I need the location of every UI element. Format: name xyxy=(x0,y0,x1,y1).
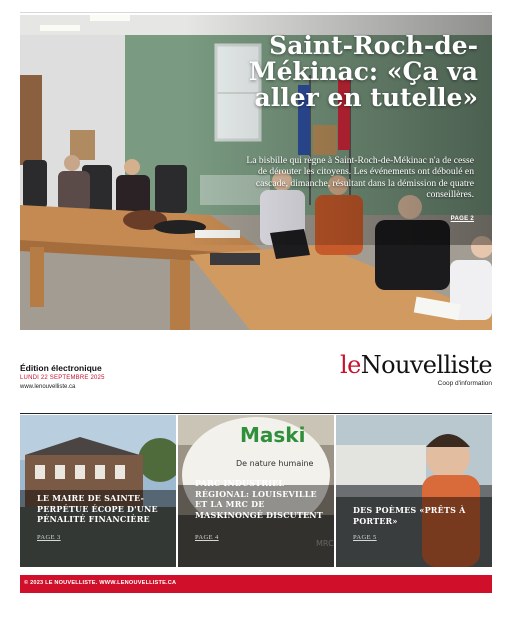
card-page-link[interactable]: PAGE 4 xyxy=(195,534,219,541)
footer-copyright[interactable]: © 2023 LE NOUVELLISTE. WWW.LENOUVELLISTE.CA xyxy=(24,580,177,586)
article-card-sainte-perpetue[interactable] xyxy=(20,415,176,567)
card-photo-house xyxy=(20,415,176,567)
edition-info xyxy=(20,363,105,390)
hero-article[interactable] xyxy=(20,15,492,330)
card-page-link[interactable]: PAGE 3 xyxy=(37,534,61,541)
sign-maski-word: Maski xyxy=(240,423,306,447)
article-card-poemes[interactable] xyxy=(336,415,492,567)
hero-page-link[interactable]: PAGE 2 xyxy=(450,216,474,222)
edition-url[interactable]: www.lenouvelliste.ca xyxy=(20,384,76,390)
top-rule xyxy=(20,12,492,13)
sign-tagline: De nature humaine xyxy=(236,459,314,468)
sign-mrc-partial: MRC xyxy=(316,539,334,548)
logo-nouvelliste: Nouvelliste xyxy=(360,351,492,379)
edition-title: Édition électronique xyxy=(20,363,102,373)
edition-date: LUNDI 22 SEPTEMBRE 2025 xyxy=(20,375,105,381)
masthead-rule xyxy=(20,413,492,414)
card-title[interactable]: PARC INDUSTRIEL RÉGIONAL: LOUISEVILLE ET LA MRC DE MASKINONGÉ DISCUTENT xyxy=(195,478,323,520)
brand-tagline: Coop d'information xyxy=(437,380,492,387)
brand-block xyxy=(340,352,492,387)
hero-description: La bisbille qui règne à Saint-Roch-de-Mékinac n'a de cesse de dérouter les citoyens. Les événements ont déboulé en cascade, dimanche, résultant dans la démission de quatre conseillères. xyxy=(246,155,474,201)
footer-bar xyxy=(20,575,492,593)
card-photo-poet xyxy=(336,415,492,567)
article-card-parc-industriel[interactable] xyxy=(178,415,334,567)
card-page-link[interactable]: PAGE 5 xyxy=(353,534,377,541)
card-title[interactable]: DES POÈMES «PRÊTS À PORTER» xyxy=(353,505,466,526)
hero-headline[interactable]: Saint-Roch-de-Mékinac: «Ça va aller en tutelle» xyxy=(248,31,478,112)
logo-le: le xyxy=(340,351,361,379)
newspaper-logo[interactable] xyxy=(340,352,492,378)
card-title[interactable]: LE MAIRE DE SAINTE-PERPÉTUE ÉCOPE D'UNE PÉNALITÉ FINANCIÈRE xyxy=(37,493,158,524)
